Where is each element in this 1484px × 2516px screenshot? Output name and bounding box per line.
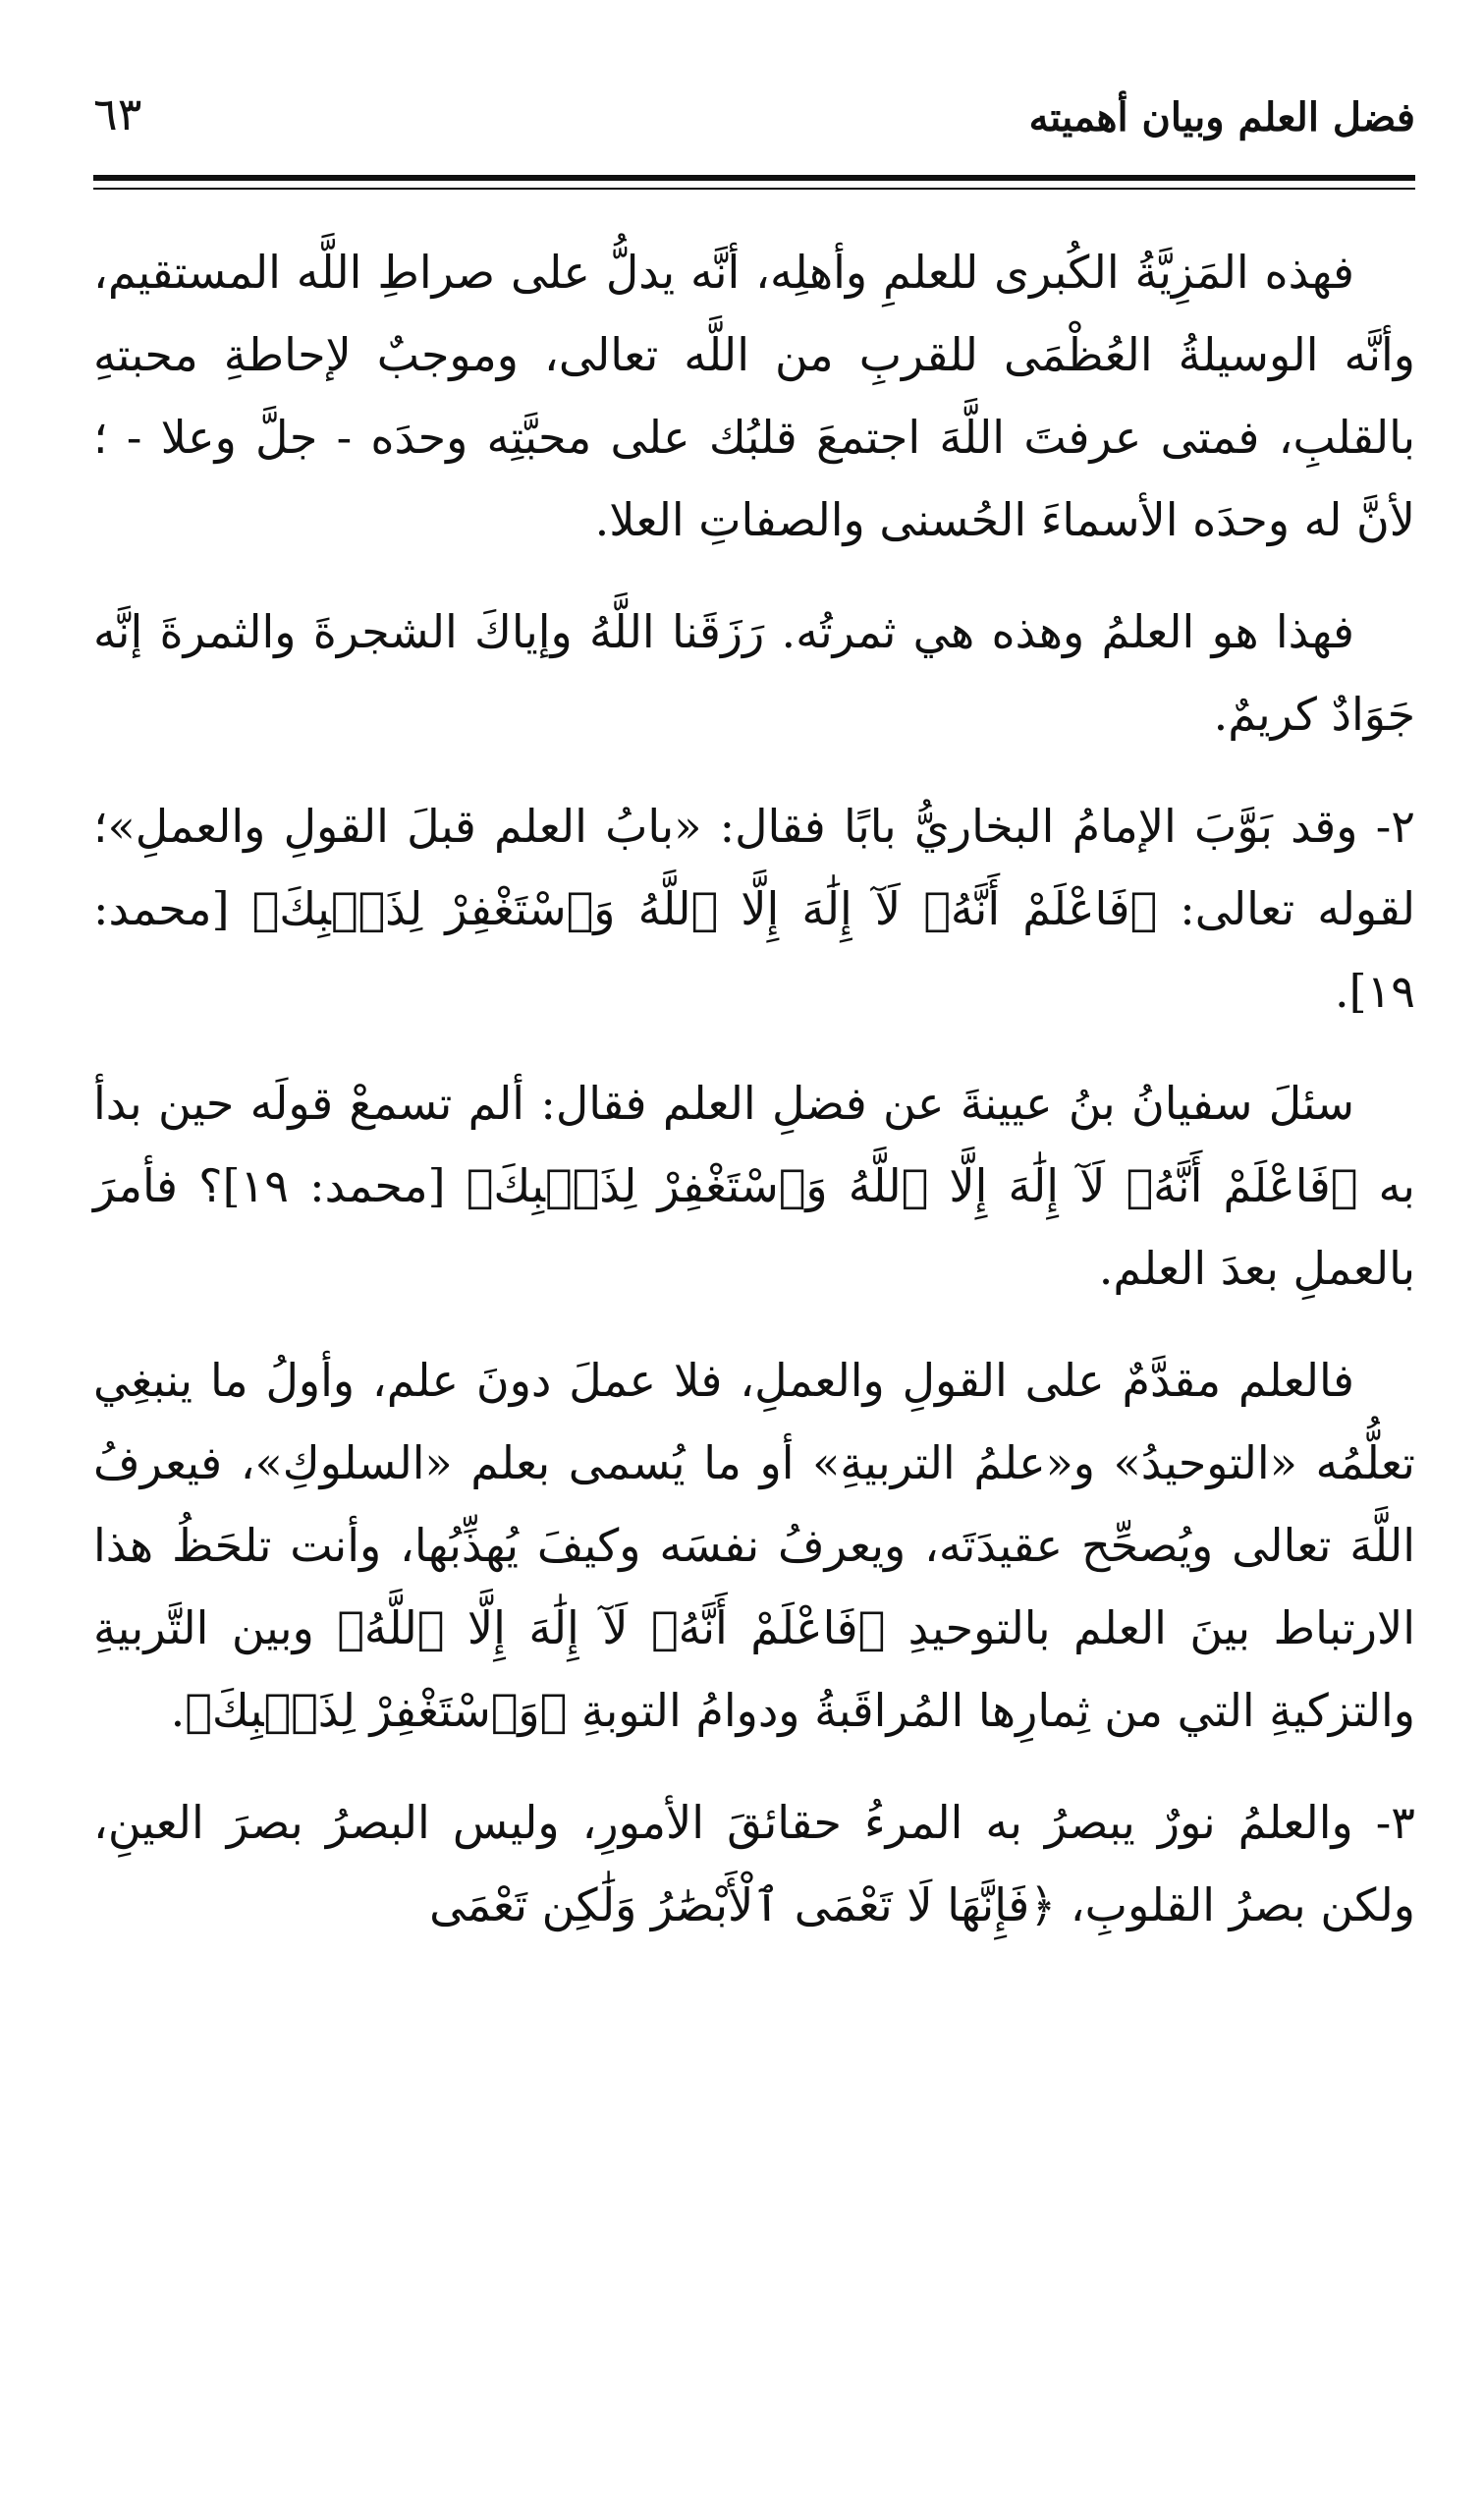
paragraph-knowledge-is-light: ٣- والعلمُ نورٌ يبصرُ به المرءُ حقائقَ الأمورِ، وليس البصرُ بصرَ العينِ، ولكن بصرُ القلوبِ، ﴿فَإِنَّهَا لَا تَعْمَى ٱلْأَبْصَٰرُ وَلَٰكِن تَعْمَى xyxy=(93,1796,1415,1931)
body-text xyxy=(93,231,1415,1976)
paragraph-bukhari-chapter: ٢- وقد بَوَّبَ الإمامُ البخاريُّ بابًا فقال: «بابُ العلم قبلَ القولِ والعملِ»؛ لقوله تعالى: ﴿فَاعْلَمْ أَنَّهُۥ لَآ إِلَٰهَ إِلَّا ٱللَّهُ وَٱسْتَغْفِرْ لِذَنۢبِكَ﴾ [محمد: ١٩]. xyxy=(93,800,1415,1018)
header-rule-thin xyxy=(93,188,1415,190)
paragraph-virtue-of-knowledge: فهذه المَزِيَّةُ الكُبرى للعلمِ وأهلِه، أنَّه يدلُّ على صراطِ اللَّه المستقيم، وأنَّه الوسيلةُ العُظْمَى للقربِ من اللَّه تعالى، وموجبٌ لإحاطةِ محبتهِ بالقلبِ، فمتى عرفتَ اللَّهَ اجتمعَ قلبُك على محبَّتِه وحدَه - جلَّ وعلا - ؛ لأنَّ له وحدَه الأسماءَ الحُسنى والصفاتِ العلا. xyxy=(93,246,1415,546)
paragraph-fruit-of-knowledge: فهذا هو العلمُ وهذه هي ثمرتُه. رَزَقَنا اللَّهُ وإياكَ الشجرةَ والثمرةَ إنَّه جَوَادٌ كريمٌ. xyxy=(93,605,1415,741)
running-title: فضل العلم وبيان أهميته xyxy=(1028,94,1415,140)
header-rule-thick xyxy=(93,175,1415,181)
paragraph-sufyan-ibn-uyaynah: سئلَ سفيانُ بنُ عيينةَ عن فضلِ العلم فقال: ألم تسمعْ قولَه حين بدأ به ﴿فَاعْلَمْ أَنَّهُۥ لَآ إِلَٰهَ إِلَّا ٱللَّهُ وَٱسْتَغْفِرْ لِذَنۢبِكَ﴾ [محمد: ١٩]؟ فأمرَ بالعملِ بعدَ العلم. xyxy=(93,1077,1415,1295)
page-number: ٦٣ xyxy=(93,87,142,140)
page-header xyxy=(93,77,1415,165)
paragraph-knowledge-before-action: فالعلم مقدَّمٌ على القولِ والعملِ، فلا عملَ دونَ علم، وأولُ ما ينبغِي تعلُّمُه «التوحيدُ» و«علمُ التربيةِ» أو ما يُسمى بعلم «السلوكِ»، فيعرفُ اللَّهَ تعالى ويُصحِّح عقيدَتَه، ويعرفُ نفسَه وكيفَ يُهذِّبُها، وأنت تلحَظُ هذا الارتباط بينَ العلم بالتوحيدِ ﴿فَاعْلَمْ أَنَّهُۥ لَآ إِلَٰهَ إِلَّا ٱللَّهُ﴾ وبين التَّربيةِ والتزكيةِ التي من ثِمارِها المُراقَبةُ ودوامُ التوبةِ ﴿وَٱسْتَغْفِرْ لِذَنۢبِكَ﴾. xyxy=(93,1354,1415,1737)
